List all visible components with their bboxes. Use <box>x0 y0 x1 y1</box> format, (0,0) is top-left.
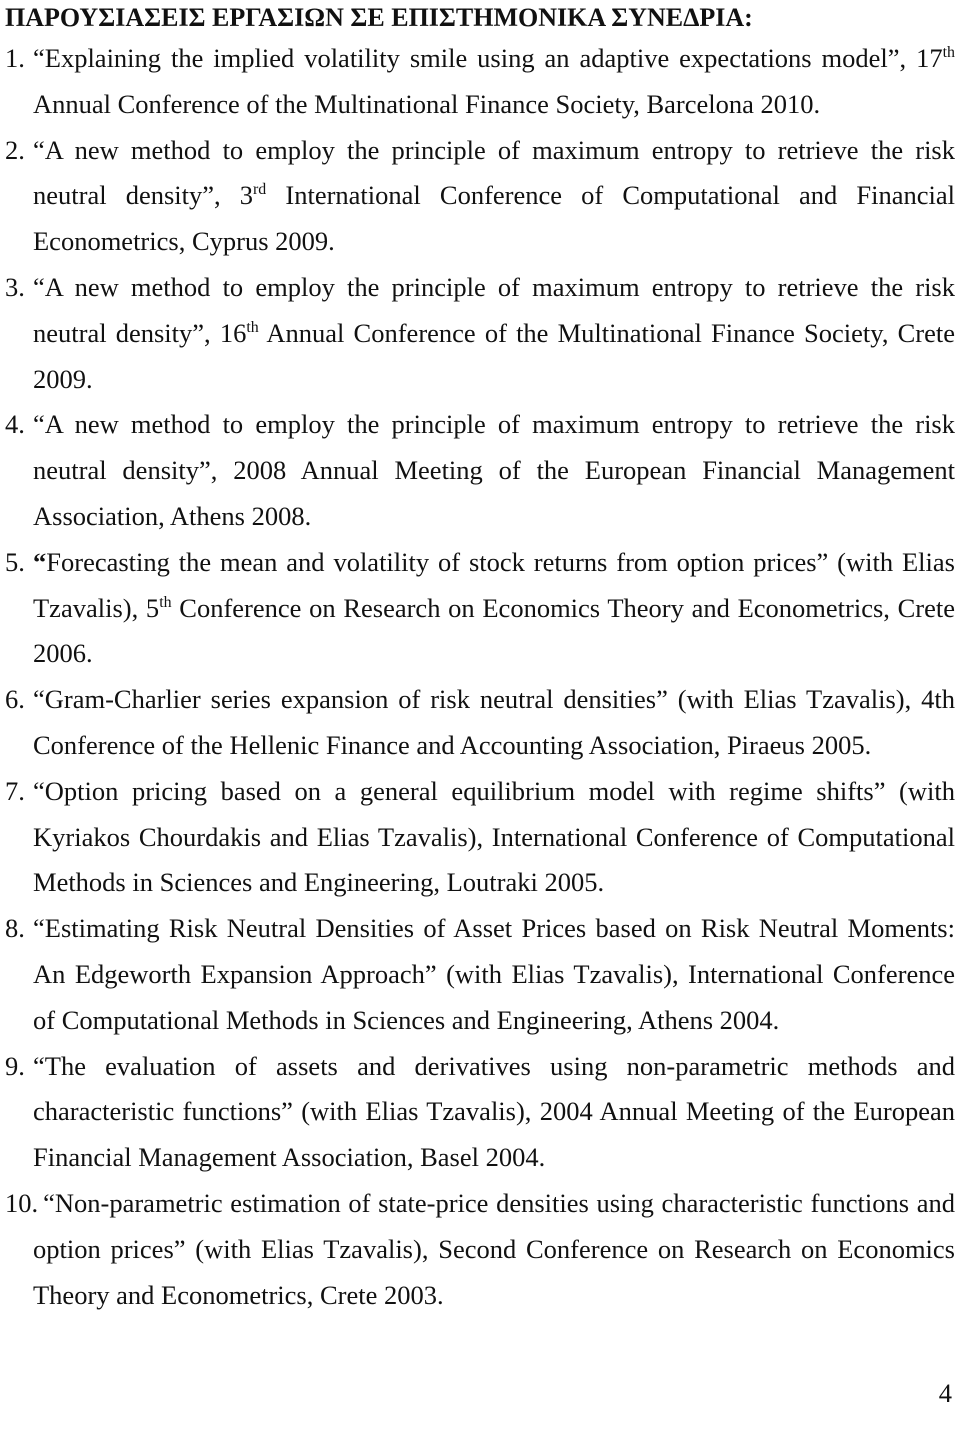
item-number: 1. <box>5 43 25 73</box>
item-text-continued: International Conference of Computational and Financial Econometrics, Cyprus 2009. <box>33 180 955 257</box>
item-text: “Estimating Risk Neutral Densities of Asset Prices based on Risk Neutral Moments: An Edgeworth Expansion Approach” (with Elias Tzavalis), International Conference of Computational Methods in Sciences and Engineering, Athens 2004. <box>33 913 955 1035</box>
presentation-item <box>5 36 955 128</box>
item-text-continued: Conference on Research on Economics Theory and Econometrics, Crete 2006. <box>33 592 956 669</box>
ordinal-superscript: th <box>246 318 259 336</box>
item-text: “Option pricing based on a general equilibrium model with regime shifts” (with Kyriakos Chourdakis and Elias Tzavalis), International Conference of Computational Methods in Sciences and Engineering, Loutraki 2005. <box>33 775 955 898</box>
item-text: “Explaining the implied volatility smile using an adaptive expectations model”, 17 <box>33 43 943 73</box>
item-number: 4. <box>5 409 25 440</box>
item-number: 8. <box>5 913 25 944</box>
presentation-item <box>5 677 955 769</box>
ordinal-superscript: th <box>159 593 172 611</box>
document-page <box>5 0 955 1318</box>
item-number: 5. <box>5 546 25 577</box>
item-text: “The evaluation of assets and derivatives using non-parametric methods and characteristic functions” (with Elias Tzavalis), 2004 Annual Meeting of the European Financial Management Association, Basel 2004. <box>33 1050 955 1173</box>
presentation-item <box>5 769 955 906</box>
item-text-continued: Annual Conference of the Multinational Finance Society, Crete 2009. <box>33 317 955 394</box>
presentations-list <box>5 36 955 1318</box>
item-number: 6. <box>5 684 25 715</box>
item-text: Forecasting the mean and volatility of stock returns from option prices” (with Elias Tzavalis), 5 <box>33 546 955 623</box>
item-number: 3. <box>5 271 25 302</box>
section-heading: ΠΑΡΟΥΣΙΑΣΕΙΣ ΕΡΓΑΣΙΩΝ ΣΕ ΕΠΙΣΤΗΜΟΝΙΚΑ ΣΥΝΕΔΡΙΑ: <box>5 3 753 32</box>
item-number: 9. <box>5 1050 25 1081</box>
presentation-item <box>5 906 955 1043</box>
presentation-item <box>5 265 955 402</box>
item-text: “Non-parametric estimation of state-price densities using characteristic functions and option prices” (with Elias Tzavalis), Second Conference on Research on Economics Theory and Econometrics, Crete 2003. <box>33 1187 955 1310</box>
item-text: “A new method to employ the principle of maximum entropy to retrieve the risk neutral density”, 2008 Annual Meeting of the European Financial Management Association, Athens 2008. <box>33 409 955 531</box>
presentation-item <box>5 402 955 539</box>
item-text: “Gram-Charlier series expansion of risk neutral densities” (with Elias Tzavalis), 4th Conference of the Hellenic Finance and Accounting Association, Piraeus 2005. <box>33 684 955 760</box>
presentation-item <box>5 128 955 265</box>
item-text-continued: Annual Conference of the Multinational Finance Society, Barcelona 2010. <box>33 88 821 119</box>
ordinal-superscript: th <box>942 44 955 62</box>
ordinal-superscript: rd <box>253 181 267 199</box>
item-open-quote: “ <box>33 546 47 577</box>
page-number: 4 <box>938 1378 952 1408</box>
item-number: 2. <box>5 134 25 165</box>
item-number: 7. <box>5 775 25 806</box>
presentation-item <box>5 1044 955 1181</box>
item-text: “A new method to employ the principle of maximum entropy to retrieve the risk neutral density”, 16 <box>33 271 955 348</box>
presentation-item <box>5 540 955 677</box>
item-text: “A new method to employ the principle of maximum entropy to retrieve the risk neutral density”, 3 <box>33 134 955 211</box>
presentation-item <box>5 1181 955 1318</box>
item-number: 10. <box>5 1187 39 1218</box>
